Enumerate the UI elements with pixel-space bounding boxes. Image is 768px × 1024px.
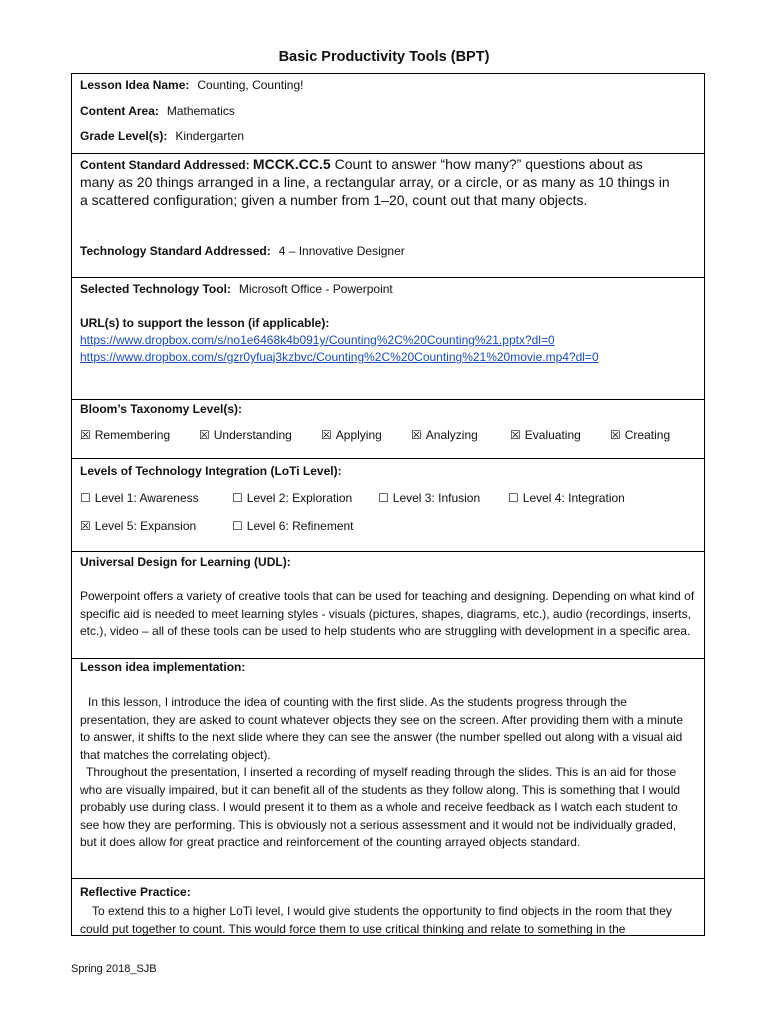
content-standard-code: MCCK.CC.5 <box>252 156 331 172</box>
implementation-paragraph-2: Throughout the presentation, I inserted a recording of myself reading through the slides. This is an aid for those who are visually impaired, but it can benefit all of the students as they follow along. This is something that I would probably use during class. I would present it to them as a whole and receive feedback as I watch each student to see how they are performing. This is obviously not a serious assessment and it would not be individually graded, but it does allow for great practice and reinforcement of the counting arrayed objects standard. <box>80 765 681 849</box>
tech-standard-label: Technology Standard Addressed: <box>80 244 271 258</box>
content-area-line <box>80 104 235 118</box>
loti-option-level-4[interactable] <box>508 491 625 505</box>
loti-option-label: Level 6: Refinement <box>246 519 354 533</box>
lesson-name-line <box>80 78 303 92</box>
tech-tool-label: Selected Technology Tool: <box>80 282 231 296</box>
blooms-row <box>72 400 704 459</box>
bloom-option-understanding[interactable] <box>199 428 292 442</box>
checkbox-empty-icon: ☐ <box>80 491 91 505</box>
tech-tool-value: Microsoft Office - Powerpoint <box>238 282 393 296</box>
bloom-option-label: Creating <box>624 428 671 442</box>
reflective-text: To extend this to a higher LoTi level, I would give students the opportunity to find objects in the room that they could put together to count. This would force them to use critical thinking and relate to something in the <box>80 904 672 936</box>
bloom-option-label: Understanding <box>213 428 292 442</box>
loti-option-level-5[interactable] <box>80 519 196 533</box>
checkbox-empty-icon: ☐ <box>232 491 243 505</box>
udl-label: Universal Design for Learning (UDL): <box>80 555 291 569</box>
loti-option-level-3[interactable] <box>378 491 480 505</box>
bloom-option-label: Remembering <box>94 428 171 442</box>
checkbox-checked-icon: ☒ <box>510 428 521 442</box>
content-standard-label: Content Standard Addressed: <box>80 158 250 172</box>
grade-level-label: Grade Level(s): <box>80 129 168 143</box>
grade-level-value: Kindergarten <box>175 129 245 143</box>
loti-row <box>72 459 704 552</box>
tech-standard-value: 4 – Innovative Designer <box>278 244 405 258</box>
udl-text: Powerpoint offers a variety of creative tools that can be used for teaching and designing. Depending on what kind of specific aid is needed to meet learning styles - visuals (pictures, shapes, diagrams, etc.), audio (recordings, inserts, etc.), video – all of these tools can be used to help students who are struggling with development in a specific area. <box>80 589 695 638</box>
bloom-option-label: Analyzing <box>425 428 478 442</box>
loti-option-label: Level 3: Infusion <box>392 491 481 505</box>
bloom-option-creating[interactable] <box>610 428 670 442</box>
udl-row <box>72 552 704 659</box>
content-standard-text-2: many as 20 things arranged in a line, a rectangular array, or a circle, or as many as 10 things in <box>80 174 670 190</box>
bloom-option-applying[interactable] <box>321 428 382 442</box>
lesson-name-value: Counting, Counting! <box>197 78 304 92</box>
blooms-label: Bloom’s Taxonomy Level(s): <box>80 402 243 416</box>
content-standard-line <box>80 156 643 172</box>
checkbox-checked-icon: ☒ <box>610 428 621 442</box>
loti-option-label: Level 5: Expansion <box>94 519 197 533</box>
document-title: Basic Productivity Tools (BPT) <box>278 49 490 65</box>
bpt-form-table <box>71 73 705 936</box>
reflective-row <box>72 879 704 936</box>
checkbox-empty-icon: ☐ <box>232 519 243 533</box>
implementation-row <box>72 659 704 879</box>
bloom-option-analyzing[interactable] <box>411 428 478 442</box>
lesson-info-row <box>72 74 704 154</box>
bloom-option-label: Applying <box>335 428 382 442</box>
checkbox-checked-icon: ☒ <box>411 428 422 442</box>
content-area-value: Mathematics <box>166 104 235 118</box>
implementation-paragraph-1: In this lesson, I introduce the idea of counting with the first slide. As the students progress through the presentation, they are asked to count whatever objects they see on the screen. After providing them with a minute to answer, it shifts to the next slide where they can see the answer (the number spelled out along with a visual aid that matches the correlating object). <box>80 695 684 762</box>
footer-text: Spring 2018_SJB <box>71 963 157 975</box>
checkbox-checked-icon: ☒ <box>80 519 91 533</box>
content-standard-text-3: a scattered configuration; given a number from 1–20, count out that many objects. <box>80 192 588 208</box>
bloom-option-label: Evaluating <box>524 428 581 442</box>
content-area-label: Content Area: <box>80 104 159 118</box>
tool-row <box>72 278 704 400</box>
checkbox-empty-icon: ☐ <box>508 491 519 505</box>
standards-row <box>72 154 704 278</box>
loti-option-level-6[interactable] <box>232 519 354 533</box>
content-standard-text-1: Count to answer “how many?” questions about as <box>330 156 643 172</box>
tech-standard-line <box>80 244 405 258</box>
bloom-option-remembering[interactable] <box>80 428 170 442</box>
pptx-link[interactable]: https://www.dropbox.com/s/no1e6468k4b091y/Counting%2C%20Counting%21.pptx?dl=0 <box>80 333 555 347</box>
reflective-label: Reflective Practice: <box>80 885 191 899</box>
lesson-name-label: Lesson Idea Name: <box>80 78 190 92</box>
bloom-option-evaluating[interactable] <box>510 428 581 442</box>
checkbox-checked-icon: ☒ <box>321 428 332 442</box>
loti-option-level-1[interactable] <box>80 491 199 505</box>
loti-option-label: Level 1: Awareness <box>94 491 199 505</box>
movie-link[interactable]: https://www.dropbox.com/s/gzr0yfuaj3kzbvc/Counting%2C%20Counting%21%20movie.mp4?dl=0 <box>80 350 599 364</box>
loti-option-level-2[interactable] <box>232 491 352 505</box>
checkbox-checked-icon: ☒ <box>80 428 91 442</box>
tech-tool-line <box>80 282 393 296</box>
checkbox-empty-icon: ☐ <box>378 491 389 505</box>
loti-option-label: Level 2: Exploration <box>246 491 353 505</box>
loti-option-label: Level 4: Integration <box>522 491 625 505</box>
loti-label: Levels of Technology Integration (LoTi Level): <box>80 464 342 478</box>
implementation-label: Lesson idea implementation: <box>80 660 246 674</box>
url-label: URL(s) to support the lesson (if applicable): <box>80 316 330 330</box>
grade-level-line <box>80 129 244 143</box>
checkbox-checked-icon: ☒ <box>199 428 210 442</box>
